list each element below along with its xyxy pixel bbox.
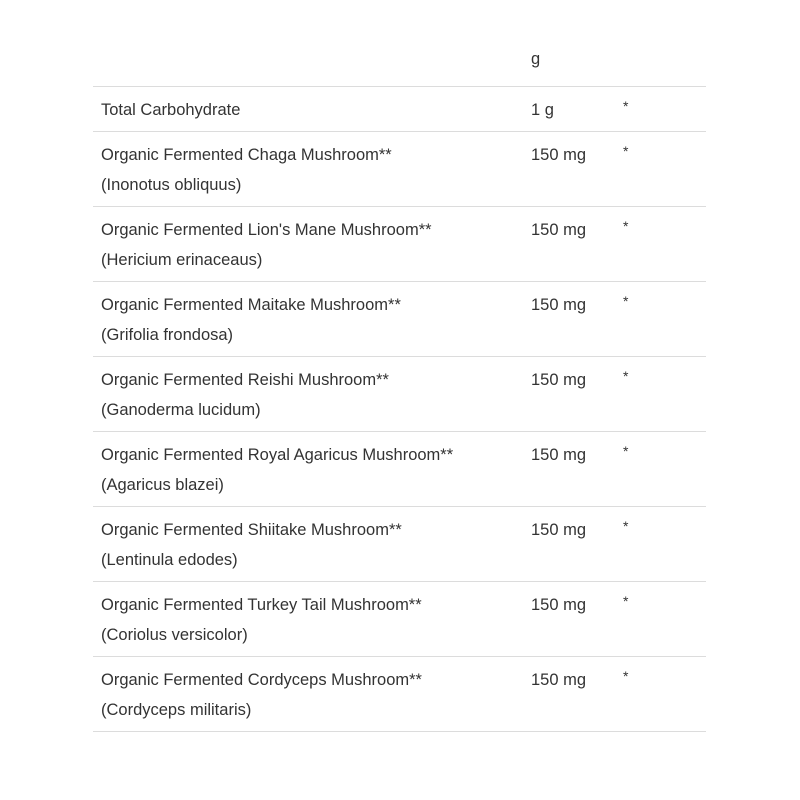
ingredient-name xyxy=(101,515,402,575)
table-row xyxy=(93,582,706,657)
ingredient-scientific-name: (Hericium erinaceaus) xyxy=(101,251,263,269)
ingredient-name xyxy=(101,665,422,725)
ingredient-scientific-name: (Agaricus blazei) xyxy=(101,476,224,494)
ingredient-scientific-name: (Cordyceps militaris) xyxy=(101,701,252,719)
ingredient-name xyxy=(101,440,453,500)
table-row xyxy=(93,432,706,507)
ingredient-name xyxy=(101,590,422,650)
ingredient-amount: 150 mg xyxy=(531,671,587,689)
daily-value: * xyxy=(623,98,629,114)
daily-value: * xyxy=(623,443,629,459)
daily-value: * xyxy=(623,368,629,384)
ingredient-name-line1: Organic Fermented Cordyceps Mushroom** xyxy=(101,671,422,689)
table-row xyxy=(93,357,706,432)
ingredient-scientific-name: (Coriolus versicolor) xyxy=(101,626,248,644)
ingredient-name xyxy=(101,140,392,200)
ingredient-name-line1: Organic Fermented Reishi Mushroom** xyxy=(101,371,389,389)
ingredient-scientific-name: (Inonotus obliquus) xyxy=(101,176,242,194)
ingredient-name-line1: Organic Fermented Lion's Mane Mushroom** xyxy=(101,221,432,239)
ingredient-name-line1: Organic Fermented Royal Agaricus Mushroom** xyxy=(101,446,454,464)
table-row xyxy=(93,507,706,582)
ingredient-amount: 150 mg xyxy=(531,596,587,614)
ingredient-name xyxy=(101,215,432,275)
ingredient-name-line1: Organic Fermented Turkey Tail Mushroom** xyxy=(101,596,422,614)
ingredient-amount: 150 mg xyxy=(531,521,587,539)
ingredient-amount: 150 mg xyxy=(531,296,587,314)
ingredient-name xyxy=(101,95,240,125)
table-row xyxy=(93,282,706,357)
ingredient-name xyxy=(101,365,389,425)
daily-value: * xyxy=(623,293,629,309)
ingredient-scientific-name: (Lentinula edodes) xyxy=(101,551,238,569)
table-row xyxy=(93,207,706,282)
daily-value: * xyxy=(623,593,629,609)
table-row xyxy=(93,657,706,732)
ingredient-name-line1: Organic Fermented Chaga Mushroom** xyxy=(101,146,392,164)
daily-value: * xyxy=(623,218,629,234)
ingredient-amount: 150 mg xyxy=(531,146,587,164)
ingredient-scientific-name: (Grifolia frondosa) xyxy=(101,326,234,344)
table-row xyxy=(93,87,706,132)
daily-value: * xyxy=(623,518,629,534)
table-row-partial xyxy=(93,0,706,87)
ingredient-amount: 1 g xyxy=(531,101,554,119)
daily-value: * xyxy=(623,143,629,159)
ingredient-name xyxy=(101,290,401,350)
partial-amount-fragment: g xyxy=(531,50,541,68)
ingredient-amount: 150 mg xyxy=(531,446,587,464)
supplement-facts-table xyxy=(93,0,706,732)
ingredient-name-line1: Organic Fermented Maitake Mushroom** xyxy=(101,296,401,314)
ingredient-scientific-name: (Ganoderma lucidum) xyxy=(101,401,261,419)
ingredient-amount: 150 mg xyxy=(531,221,587,239)
table-row xyxy=(93,132,706,207)
ingredient-amount: 150 mg xyxy=(531,371,587,389)
ingredient-name-line1: Organic Fermented Shiitake Mushroom** xyxy=(101,521,402,539)
daily-value: * xyxy=(623,668,629,684)
ingredient-name-line1: Total Carbohydrate xyxy=(101,101,241,119)
